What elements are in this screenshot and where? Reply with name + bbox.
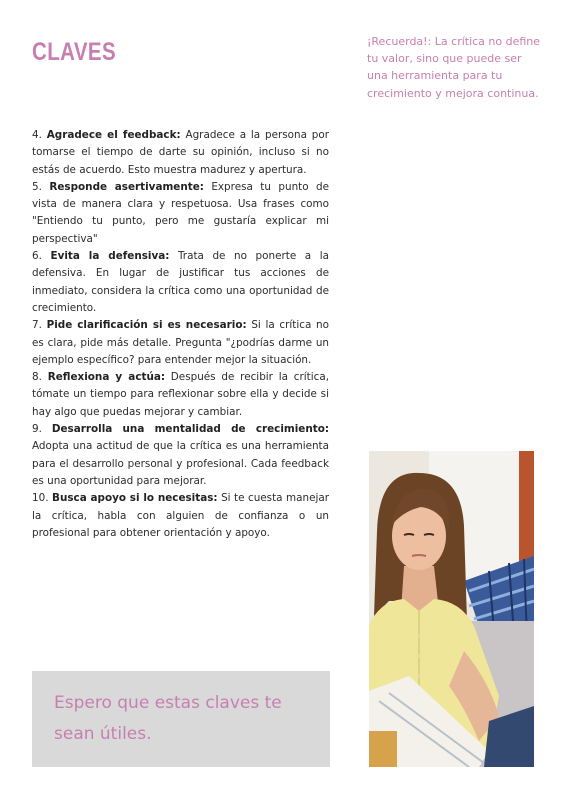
page-title: CLAVES xyxy=(32,38,117,66)
list-item xyxy=(32,127,329,179)
item-number: 7. xyxy=(32,319,42,332)
item-text: Trata de no ponerte a la defensiva. En lugar de justificar tus acciones de inmediato, considera la crítica como una oportunidad de crecimiento. xyxy=(32,250,329,314)
item-heading: Reflexiona y actúa: xyxy=(47,371,166,384)
list-item xyxy=(32,490,329,542)
list-item xyxy=(32,317,329,369)
item-text: Agradece a la persona por tomarse el tiempo de darte su opinión, incluso si no estás de acuerdo. Esto muestra madurez y apertura. xyxy=(32,129,329,176)
closing-callout xyxy=(32,671,330,767)
item-text: Adopta una actitud de que la crítica es una herramienta para el desarrollo personal y profesional. Cada feedback es una oportunidad para mejorar. xyxy=(32,440,329,487)
item-text: Si te cuesta manejar la crítica, habla con alguien de confianza o un profesional para obtener orientación y apoyo. xyxy=(32,492,330,539)
list-item xyxy=(32,179,329,248)
item-number: 8. xyxy=(32,371,42,384)
item-heading: Pide clarificación si es necesario: xyxy=(46,319,247,332)
reminder-note: ¡Recuerda!: La crítica no define tu valor, sino que puede ser una herramienta para tu crecimiento y mejora continua. xyxy=(367,35,541,100)
item-heading: Desarrolla una mentalidad de crecimiento: xyxy=(51,423,329,436)
item-heading: Agradece el feedback: xyxy=(46,129,181,141)
item-heading: Responde asertivamente: xyxy=(49,180,204,193)
list-item xyxy=(32,248,329,317)
tips-list xyxy=(32,127,329,542)
item-text: Después de recibir la crítica, tómate un tiempo para reflexionar sobre ella y decide si hay algo que puedas mejorar y cambiar. xyxy=(32,371,329,418)
list-item xyxy=(32,369,329,421)
list-item xyxy=(32,421,329,490)
item-heading: Busca apoyo si lo necesitas: xyxy=(52,492,218,505)
item-number: 10. xyxy=(32,492,49,505)
woman-photo xyxy=(369,451,534,767)
callout-text: Espero que estas claves te sean útiles. xyxy=(54,693,282,744)
item-number: 6. xyxy=(32,250,42,263)
item-text: Expresa tu punto de vista de manera clara y respetuosa. Usa frases como "Entiendo tu punto, pero me gustaría explicar mi perspectiva" xyxy=(32,180,329,245)
item-number: 4. xyxy=(32,129,42,141)
item-heading: Evita la defensiva: xyxy=(50,250,170,263)
photo-illustration xyxy=(369,451,534,767)
item-text: Si la crítica no es clara, pide más detalle. Pregunta "¿podrías darme un ejemplo específico? para entender mejor la situación. xyxy=(32,319,329,366)
item-number: 9. xyxy=(32,423,42,436)
item-number: 5. xyxy=(32,180,42,193)
